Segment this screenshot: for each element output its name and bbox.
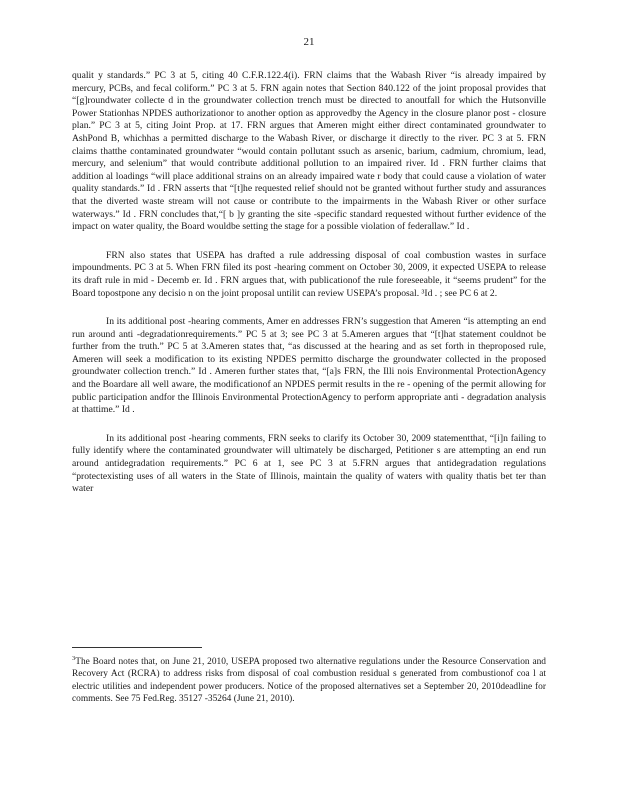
footnote-text: The Board notes that, on June 21, 2010, USEPA proposed two alternative regulations under the Resource Conservation and Recovery Act (RCRA) to address risks from disposal of coal combustion residual s generated from combustionof coa l at electric utilities and independent power producers. Notice of the proposed alternatives set a September 20, 2010deadline for comments. See 75 Fed.Reg. 35127 -35264 (June 21, 2010). [72, 657, 546, 705]
footnote [72, 656, 546, 706]
footnote-divider [72, 647, 202, 648]
paragraph-3: In its additional post -hearing comments, Amer en addresses FRN’s suggestion that Ameren “is attempting an end run around anti -degradationrequirements.” PC 5 at 3; see PC 3 at 5.Ameren argues that “[t]hat statement couldnot be further from the truth.” PC 5 at 3.Ameren states that, “as discussed at the hearing and as set forth in theproposed rule, Ameren will seek a modification to its existing NPDES permitto discharge the groundwater collected in the proposed groundwater collection trench.” Id . Ameren further states that, “[a]s FRN, the Illi nois Environmental ProtectionAgency and the Boardare all well aware, the modificationof an NPDES permit results in the re - opening of the permit allowing for public participation andfor the Illinois Environmental ProtectionAgency to perform appropriate anti - degradation analysis at thattime.” Id . [72, 316, 546, 416]
paragraph-2: FRN also states that USEPA has drafted a rule addressing disposal of coal combustion wastes in surface impoundments. PC 3 at 5. When FRN filed its post -hearing comment on October 30, 2009, it expected USEPA to release its draft rule in mid - Decemb er. Id . FRN argues that, with publicationof the rule foreseeable, it “seems prudent” for the Board topostpone any decisio n on the joint proposal untilit can review USEPA’s proposal. ³Id . ; see PC 6 at 2. [72, 249, 546, 299]
page-number: 21 [303, 36, 315, 48]
footnote-marker: 3 [72, 654, 76, 662]
paragraph-1: qualit y standards.” PC 3 at 5, citing 40 C.F.R.122.4(i). FRN claims that the Wabash River “is already impaired by mercury, PCBs, and fecal coliform.” PC 3 at 5. FRN again notes that Section 840.122 of the joint proposal provides that “[g]roundwater collecte d in the groundwater collection trench must be directed to anoutfall for which the Hutsonville Power Stationhas NPDES authorizationor to another option as approvedby the Agency in the closure planor post - closure plan.” PC 3 at 5, citing Joint Prop. at 17. FRN argues that Ameren might either direct contaminated groundwater to AshPond B, whichhas a permitted discharge to the Wabash River, or discharge it directly to the river. PC 3 at 5. FRN claims thatthe contaminated groundwater “would contain pollutant ssuch as arsenic, barium, cadmium, chromium, lead, mercury, and selenium” that would contribute additional pollution to an impaired river. Id . FRN further claims that addition al loadings “will place additional strains on an already impaired wate r body that could cause a violation of water quality standards.” Id . FRN asserts that “[t]he requested relief should not be granted without further study and assurances that the diverted waste stream will not cause or contribute to the impairments in the Wabash River or other surface waterways.” Id . FRN concludes that,“[ b ]y granting the site -specific standard requested without further evidence of the impact on water quality, the Board wouldbe setting the stage for a possible violation of federallaw.” Id . [72, 70, 546, 233]
paragraph-4: In its additional post -hearing comments, FRN seeks to clarify its October 30, 2009 statementthat, “[i]n failing to fully identify where the contaminated groundwater will ultimately be discharged, Petitioner s are attempting an end run around antidegradation requirements.” PC 6 at 1, see PC 3 at 5.FRN argues that antidegradation regulations “protectexisting uses of all waters in the State of Illinois, maintain the quality of waters with quality thatis bet ter than water [72, 432, 546, 495]
body-text [72, 70, 546, 512]
